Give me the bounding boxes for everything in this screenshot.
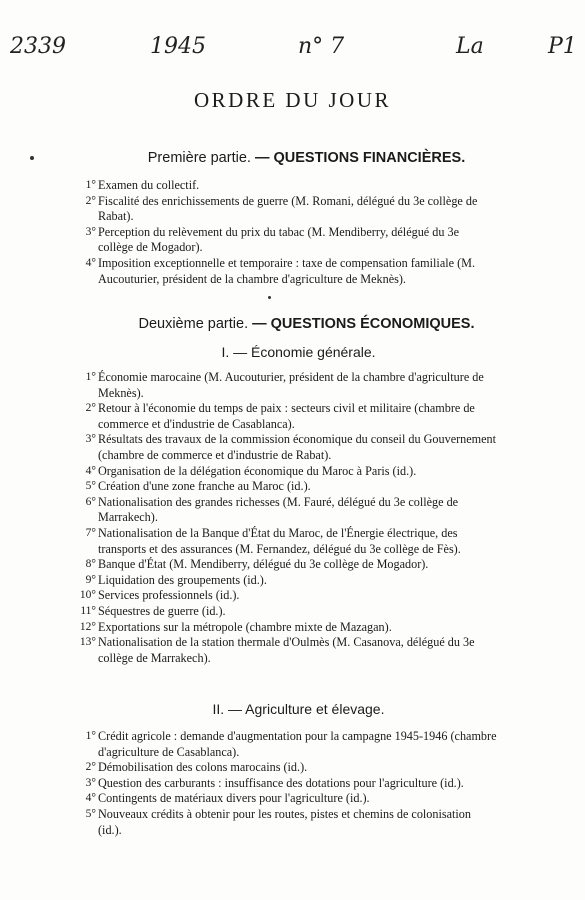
- part2-dash: —: [252, 316, 267, 332]
- item-number: 4°: [85, 464, 96, 477]
- item-text: Nationalisation de la station thermale d'Oulmès (M. Casanova, délégué du 3e collège de Marrakech).: [98, 635, 475, 665]
- list-item: [0, 620, 585, 636]
- list-item: [0, 464, 585, 480]
- list-item: [0, 604, 585, 620]
- section2-list: [0, 729, 585, 838]
- part1-heading: [14, 150, 585, 166]
- section2-heading: II. — Agriculture et élevage.: [212, 701, 385, 717]
- handwritten-la: La: [456, 34, 484, 59]
- item-text: Résultats des travaux de la commission économique du conseil du Gouvernement (chambre de commerce et d'industrie de Rabat).: [98, 432, 497, 462]
- list-item: [0, 791, 585, 807]
- item-text: Organisation de la délégation économique du Maroc à Paris (id.).: [98, 463, 417, 478]
- list-item: [0, 588, 585, 604]
- print-speck: [268, 296, 271, 299]
- list-item: [0, 635, 585, 666]
- list-item: [0, 526, 585, 557]
- item-text: Nationalisation de la Banque d'État du Maroc, de l'Énergie électrique, des transports et des assurances (M. Fernandez, délégué du 3e collège de Fès).: [98, 525, 461, 556]
- section1-list: [0, 370, 585, 666]
- item-text: Contingents de matériaux divers pour l'agriculture (id.).: [98, 791, 370, 806]
- item-number: 3°: [85, 776, 96, 789]
- page-title: ORDRE DU JOUR: [193, 88, 391, 112]
- item-number: 9°: [85, 573, 96, 586]
- item-text: Question des carburants : insuffisance des dotations pour l'agriculture (id.).: [98, 775, 464, 790]
- part1-dash: —: [254, 150, 270, 166]
- handwritten-number-left: 2339: [10, 34, 66, 59]
- handwritten-issue-number: n° 7: [298, 34, 345, 59]
- item-number: 7°: [85, 526, 96, 539]
- list-item: [0, 729, 585, 760]
- item-text: Création d'une zone franche au Maroc (id.).: [98, 479, 311, 494]
- item-text: Imposition exceptionnelle et temporaire : taxe de compensation familiale (M. Aucouturier, président de la chambre d'agriculture de Meknès).: [98, 255, 476, 286]
- item-text: Banque d'État (M. Mendiberry, délégué du 3e collège de Mogador).: [98, 557, 429, 572]
- item-number: 11°: [80, 604, 96, 617]
- list-item: [0, 432, 585, 463]
- list-item: [0, 194, 585, 225]
- item-number: 1°: [85, 371, 96, 383]
- item-text: Nouveaux crédits à obtenir pour les routes, pistes et chemins de colonisation (id.).: [98, 806, 471, 837]
- list-item: [0, 178, 585, 194]
- list-item: [0, 495, 585, 526]
- item-text: Crédit agricole : demande d'augmentation pour la campagne 1945-1946 (chambre d'agriculture de Casablanca).: [98, 729, 497, 759]
- item-number: 5°: [85, 480, 96, 493]
- item-number: 4°: [85, 256, 96, 269]
- list-item: [0, 760, 585, 776]
- item-text: Retour à l'économie du temps de paix : secteurs civil et militaire (chambre de commerce et d'industrie de Casablanca).: [98, 401, 475, 431]
- list-item: [0, 573, 585, 589]
- part1-label: Première partie.: [147, 150, 251, 166]
- item-text: Économie marocaine (M. Aucouturier, président de la chambre d'agriculture de Meknès).: [98, 370, 484, 400]
- item-text: Démobilisation des colons marocains (id.).: [98, 760, 308, 775]
- list-item: [0, 256, 585, 287]
- list-item: [0, 370, 585, 401]
- list-item: [0, 401, 585, 432]
- item-text: Services professionnels (id.).: [98, 588, 240, 603]
- item-number: 2°: [85, 194, 96, 207]
- item-number: 2°: [85, 402, 96, 415]
- list-item: [0, 807, 585, 838]
- part2-heading: [14, 316, 585, 332]
- item-number: 6°: [85, 495, 96, 508]
- list-item: [0, 776, 585, 792]
- item-text: Examen du collectif.: [98, 178, 200, 192]
- list-item: [0, 479, 585, 495]
- item-number: 3°: [85, 433, 96, 446]
- part1-name: QUESTIONS FINANCIÈRES.: [273, 150, 466, 166]
- list-item: [0, 225, 585, 256]
- item-number: 4°: [85, 792, 96, 805]
- item-number: 1°: [85, 730, 96, 742]
- item-number: 3°: [85, 225, 96, 238]
- part1-list: [0, 178, 585, 287]
- handwritten-right-mark: P1: [548, 34, 577, 59]
- item-number: 10°: [79, 589, 96, 602]
- item-text: Exportations sur la métropole (chambre mixte de Mazagan).: [98, 619, 392, 634]
- handwritten-year: 1945: [150, 34, 206, 59]
- item-number: 1°: [85, 179, 96, 191]
- part2-name: QUESTIONS ÉCONOMIQUES.: [270, 316, 475, 332]
- item-number: 5°: [85, 807, 96, 820]
- item-text: Nationalisation des grandes richesses (M. Fauré, délégué du 3e collège de Marrakech).: [98, 494, 459, 525]
- item-text: Séquestres de guerre (id.).: [98, 603, 226, 618]
- item-text: Fiscalité des enrichissements de guerre (M. Romani, délégué du 3e collège de Rabat).: [98, 193, 478, 224]
- item-text: Liquidation des groupements (id.).: [98, 572, 267, 587]
- item-number: 13°: [79, 636, 96, 649]
- item-number: 12°: [79, 620, 96, 633]
- item-number: 2°: [85, 761, 96, 774]
- item-text: Perception du relèvement du prix du tabac (M. Mendiberry, délégué du 3e collège de Mogador).: [98, 224, 459, 255]
- list-item: [0, 557, 585, 573]
- section1-heading: I. — Économie générale.: [221, 344, 376, 360]
- item-number: 8°: [85, 558, 96, 571]
- part2-label: Deuxième partie.: [138, 316, 249, 332]
